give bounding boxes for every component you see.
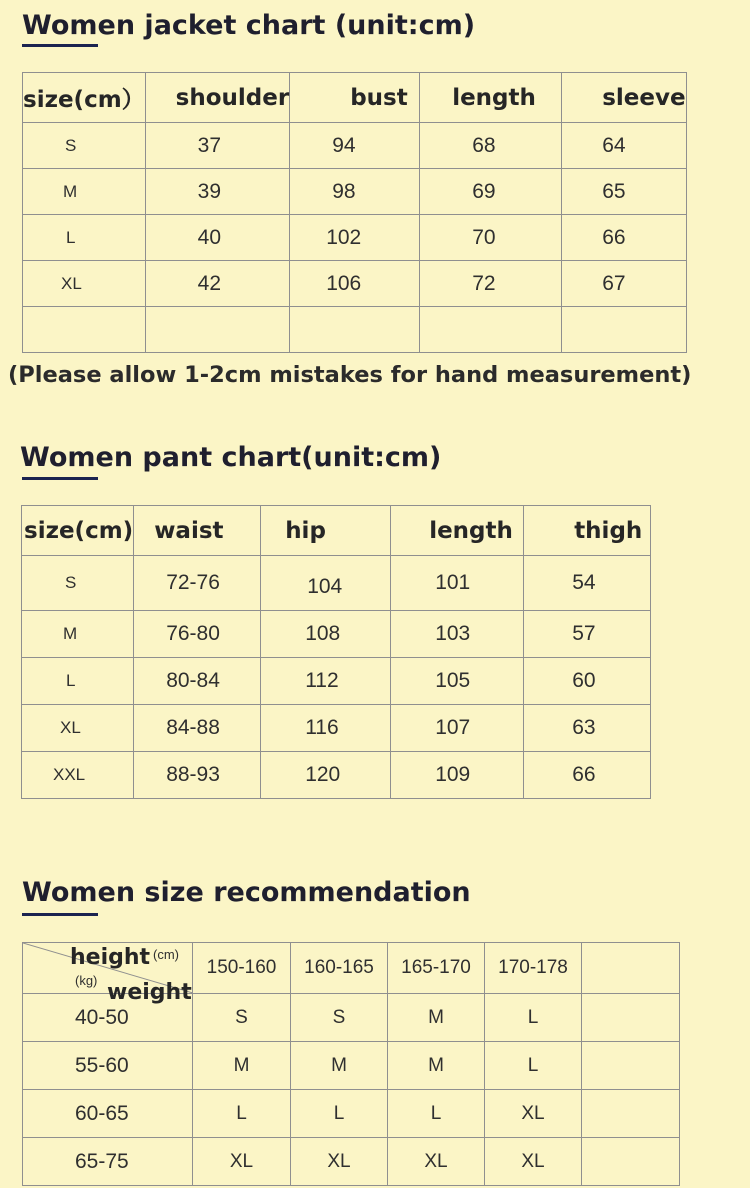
jacket-title-underline [22,44,98,47]
weight-range-cell: 55-60 [23,1042,193,1090]
height-range-header: 160-165 [291,943,388,994]
table-row [22,556,651,611]
table-cell: 40 [145,215,290,261]
pant-title-underline [22,477,98,480]
pant-header-thigh: thigh [524,506,651,556]
height-range-header: 165-170 [388,943,485,994]
table-cell: 37 [145,123,290,169]
measurement-note: (Please allow 1-2cm mistakes for hand measurement) [8,362,692,388]
size-cell: XXL [22,752,134,799]
table-cell: 107 [391,705,524,752]
size-cell: L [291,1090,388,1138]
size-cell: L [23,215,146,261]
table-cell: 60 [524,658,651,705]
jacket-size-table [22,72,687,353]
size-cell: L [22,658,134,705]
pant-header-waist: waist [134,506,261,556]
weight-unit: (kg) [75,973,98,988]
table-row [23,1090,680,1138]
table-cell: 88-93 [134,752,261,799]
weight-range-cell: 40-50 [23,994,193,1042]
table-cell [420,307,562,353]
table-cell: 98 [290,169,420,215]
table-row [23,123,687,169]
size-cell [582,1138,680,1186]
size-cell: XL [23,261,146,307]
pant-size-table [21,505,651,799]
table-row [23,261,687,307]
recommendation-title: Women size recommendation [22,877,471,908]
height-weight-corner-cell [23,943,193,1005]
table-cell: 76-80 [134,611,261,658]
table-cell: 66 [562,215,686,261]
table-cell: 84-88 [134,705,261,752]
size-cell: S [23,123,146,169]
height-range-header: 150-160 [193,943,291,994]
size-cell [582,1042,680,1090]
table-cell: 103 [391,611,524,658]
table-row [23,215,687,261]
table-cell: 63 [524,705,651,752]
table-cell [562,307,686,353]
table-cell: 94 [290,123,420,169]
jacket-header-bust: bust [290,73,420,123]
jacket-chart-title: Women jacket chart (unit:cm) [22,10,476,41]
table-cell: 102 [290,215,420,261]
table-cell [145,307,290,353]
pant-header-row [22,506,651,556]
size-cell [582,1090,680,1138]
table-cell: 109 [391,752,524,799]
size-cell: XL [485,1090,582,1138]
table-row [23,1042,680,1090]
size-cell: M [23,169,146,215]
table-cell: 112 [261,658,391,705]
table-cell [23,307,146,353]
table-cell: 101 [391,556,524,611]
height-range-header: 170-178 [485,943,582,994]
pant-header-hip: hip [261,506,391,556]
size-cell: XL [22,705,134,752]
table-cell: 120 [261,752,391,799]
weight-range-cell: 60-65 [23,1090,193,1138]
table-cell: 39 [145,169,290,215]
size-cell: S [193,994,291,1042]
pant-header-size: size(cm) [22,506,134,556]
jacket-header-length: length [420,73,562,123]
jacket-header-row [23,73,687,123]
jacket-header-size: size(cm） [23,73,146,123]
size-cell: XL [388,1138,485,1186]
table-row [22,658,651,705]
table-row [23,169,687,215]
table-cell: 57 [524,611,651,658]
pant-chart-title: Women pant chart(unit:cm) [20,442,442,473]
pant-header-length: length [391,506,524,556]
jacket-header-shoulder: shoulder [145,73,290,123]
table-cell: 72-76 [134,556,261,611]
size-cell: L [485,1042,582,1090]
height-range-header [582,943,680,994]
size-cell [582,994,680,1042]
table-cell [290,307,420,353]
size-cell: M [193,1042,291,1090]
weight-label: weight [107,980,192,1005]
size-recommendation-table [22,942,680,1186]
size-cell: M [291,1042,388,1090]
table-cell: 72 [420,261,562,307]
table-cell: 70 [420,215,562,261]
size-cell: XL [485,1138,582,1186]
table-cell: 104 [261,556,391,611]
size-cell: XL [193,1138,291,1186]
size-cell: M [22,611,134,658]
size-cell: M [388,994,485,1042]
table-row [23,1138,680,1186]
table-row [22,705,651,752]
height-header-row [23,943,680,994]
table-cell: 106 [290,261,420,307]
jacket-header-sleeve: sleeve [562,73,686,123]
table-cell: 65 [562,169,686,215]
table-cell: 68 [420,123,562,169]
table-row [22,752,651,799]
recommendation-title-underline [22,913,98,916]
weight-range-cell: 65-75 [23,1138,193,1186]
table-row [22,611,651,658]
table-cell: 42 [145,261,290,307]
table-cell: 69 [420,169,562,215]
table-cell: 54 [524,556,651,611]
size-cell: L [388,1090,485,1138]
size-cell: M [388,1042,485,1090]
table-row [23,307,687,353]
table-cell: 64 [562,123,686,169]
size-cell: L [485,994,582,1042]
table-cell: 105 [391,658,524,705]
size-cell: XL [291,1138,388,1186]
table-cell: 80-84 [134,658,261,705]
size-cell: S [22,556,134,611]
table-cell: 67 [562,261,686,307]
height-label: height [70,945,151,970]
table-cell: 66 [524,752,651,799]
height-unit: (cm) [153,947,179,962]
table-cell: 116 [261,705,391,752]
table-cell: 108 [261,611,391,658]
size-cell: L [193,1090,291,1138]
size-cell: S [291,994,388,1042]
